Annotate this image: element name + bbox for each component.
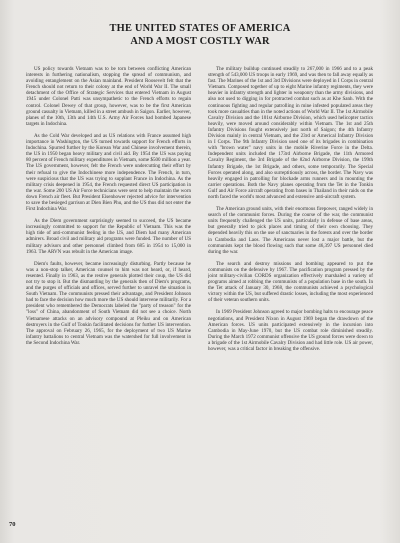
title-line-2: AND A MOST COSTLY WAR <box>130 36 270 47</box>
paragraph: The American ground units, with their enormous firepower, ranged widely in search of the communist forces. During the course of the war, the communist units frequently challenged the US units, particularly in defense of base areas, but generally tried to pick places and timing of their own choosing. They depended heavily this on the use of sanctuaries in the forests and over the border in Cambodia and Laos. The Americans never lost a major battle, but the communists kept the blood flowing such that some 46,397 US personnel died during the war. <box>208 206 373 255</box>
left-text-column <box>26 66 191 528</box>
paragraph: The search and destroy missions and bombing appeared to put the communists on the defensive by 1967. The pacification program pressed by the joint military-civilian CORDS organization effectively marshaled a variety of programs aimed at robbing the communists of a population base in the south. In the Tet attack of January 30, 1968, the communists achieved a psychological victory within the US, but suffered drastic losses, including the most experienced of their veteran southern units. <box>208 260 373 304</box>
paragraph: As the Diem government surprisingly seemed to succeed, the US became increasingly committed to support for the Republic of Vietnam. This was the high tide of anti-communist feeling in the US, and Diem had many American admirers. Broad civil and military aid programs were funded. The number of US military advisors and other personnel climbed from 685 in 1954 to 15,000 in 1963. The ARVN was rebuilt in the American image. <box>26 218 191 255</box>
right-text-column <box>208 66 373 528</box>
paragraph: US policy towards Vietnam was to be torn between conflicting American interests in furthering nationalism, stopping the spread of communism, and avoiding entanglement on the Asian mainland. President Roosevelt felt that the French should not return to their colony at the end of World War II. The small detachment of the Office of Strategic Services that entered Vietnam in August 1945 under Colonel Patti was unsympathetic to the French efforts to regain control. Colonel Dewey of that group, however, was to be the first American ground casualty in Vietnam, killed in a street ambush in Saigon. Earlier, however, planes of the 10th, 13th and 14th U.S. Army Air Forces had bombed Japanese targets in Indochina. <box>26 66 191 127</box>
paragraph: In 1969 President Johnson agreed to major bombing halts to encourage peace negotiations, and President Nixon in August 1969 began the drawdown of the American forces. US units participated extensively in the incursion into Cambodia in May-June 1970, but the US combat role diminished steadily. During the March 1972 communist offensive the US ground forces were down to a brigade of the 1st Airmobile Cavalry Division and had little role. US air power, however, was a critical factor in breaking the offensive. <box>208 309 373 353</box>
paragraph: The military buildup continued steadily to 267,000 in 1966 and to a peak strength of 543,000 US troops in early 1969, and was then to fall away equally as fast. The Marines of the 1st and 3rd Divisions were deployed in I Corps in central Vietnam. Composed together of up to eight Marine infantry regiments, they were heavier in infantry strength and lighter in weaponry than the army divisions, and also not used to digging in for protracted combat such as at Khe Sanh. With the continuous fighting and regular patrolling in mine infested populated areas they took more casualties than in the noted actions of World War II. The 1st Airmobile Cavalry Division and the 101st Airborne Division, which used helicopter tactics heavily, were moved around considerably within Vietnam. The 1st and 25th Infantry Divisions fought extensively just north of Saigon; the 4th Infantry Division mainly in central Vietnam, and the 23rd or Americal Infantry Division in I Corps. The 9th Infantry Division used one of its brigades in combination with "brown water" navy units in the mobile Riverine Force in the Delta. Independent units included the 173rd Airborne Brigade, the 11th Armored Cavalry Regiment, the 3rd Brigade of the 82nd Airborne Division, the 199th Infantry Brigade, the 1st Brigade, and others, some temporarily. The Special Forces operated along, and also surreptitiously across, the border. The Navy was heavily engaged in patrolling for blockade arms runners and in mounting the carrier operations. Both the Navy planes operating from the Tet in the Tonkin Gulf and Air Force aircraft operating from bases in Thailand in their raids on the north faced the world's most advanced and extensive anti-aircraft system. <box>208 66 373 200</box>
paragraph: As the Cold War developed and as US relations with France assumed high importance in Washington, the US turned towards support for French efforts in Indochina. Spurred further by the Korean War and Chinese involvement therein, the US in 1950 began heavy military and civil aid. By 1954 the US was paying 80 percent of French military expenditures in Vietnam, some $500 million a year. The US government, however, felt the French were undercutting their effort by their refusal to give the Indochinese more independence. The French, in turn, were suspicious that the US was trying to supplant France in Indochina. As the military crisis deepened in 1954, the French requested direct US participation in the war. Some 200 US Air Force technicians were sent to help maintain the worn down French air fleet. But President Eisenhower rejected advice for intervention to save the besieged garrison at Dien Bien Phu, and the US thus did not enter the First Indochina War. <box>26 132 191 213</box>
title-line-1: THE UNITED STATES OF AMERICA <box>109 23 291 34</box>
paragraph: Diem's faults, however, became increasingly disturbing. Partly because he was a non-stop talker, American counsel to him was not heard, or, if heard, resented. Finally in 1963, as the restive generals plotted their coup, the US did not try to stop it. But the dismantling by the generals then of Diem's programs, and the purges of officials and offices, served further to unravel the situation in South Vietnam. The communists pressed their advantage, and President Johnson had to face the decision how much more the US should intervene militarily. For a president who remembered the Democrats labeled the "party of treason" for the "loss" of China, abandonment of South Vietnam did not see a choice. North Vietnamese attacks on an advisory compound at Pleiku and on American destroyers in the Gulf of Tonkin facilitated decisions for further US intervention. The approval on February 26, 1965, for the deployment of two US Marine infantry battalions to central Vietnam was the watershed for full involvement in the Second Indochina War. <box>26 260 191 346</box>
page-title <box>0 22 400 48</box>
page-number: 70 <box>9 521 16 528</box>
